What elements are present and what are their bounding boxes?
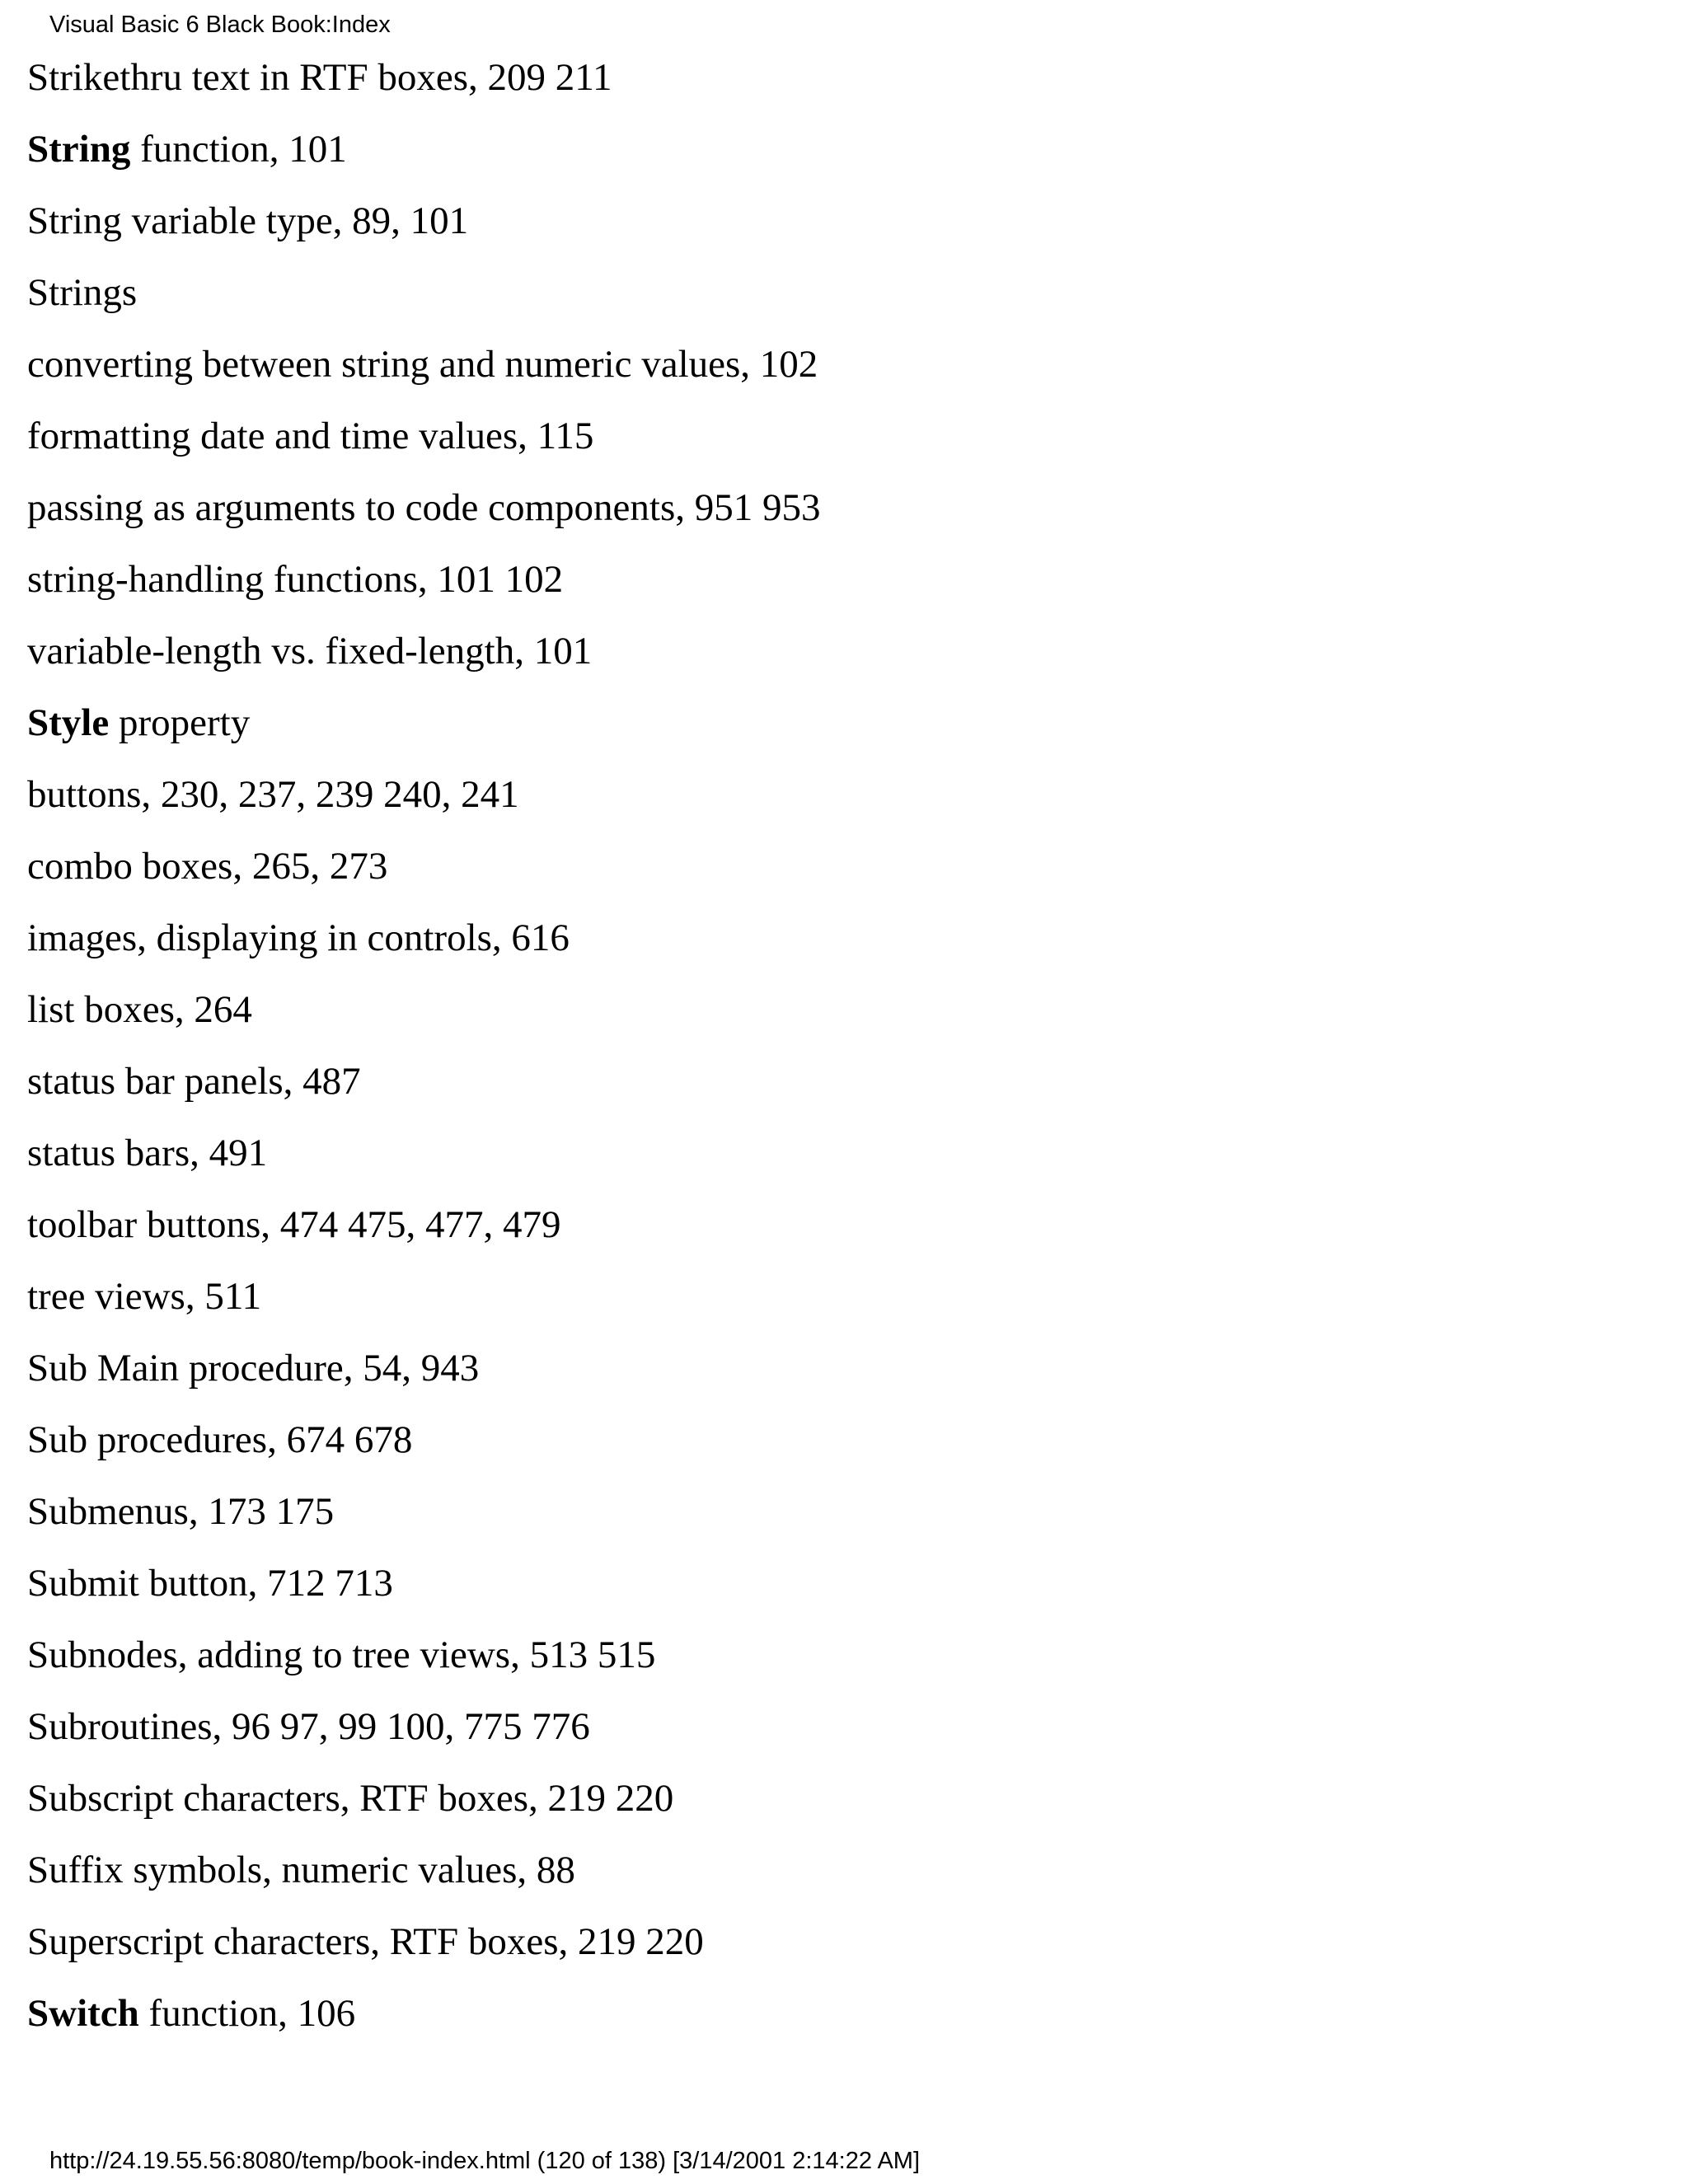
entry-text: toolbar buttons, 474 475, 477, 479: [27, 1203, 561, 1246]
entry-text: status bar panels, 487: [27, 1060, 361, 1103]
index-entry: [27, 1839, 821, 1910]
entry-text: Submenus, 173 175: [27, 1490, 335, 1533]
entry-text: passing as arguments to code components, 951 953: [27, 486, 821, 529]
entry-text: Subnodes, adding to tree views, 513 515: [27, 1633, 656, 1676]
entry-text: Strikethru text in RTF boxes, 209 211: [27, 56, 612, 99]
entry-text: converting between string and numeric values, 102: [27, 343, 818, 386]
entry-keyword: Switch: [27, 1992, 139, 2035]
index-entry: [27, 1265, 821, 1337]
index-entry: [27, 691, 821, 763]
index-entry: [27, 620, 821, 691]
index-entry: [27, 548, 821, 620]
index-entry: [27, 118, 821, 190]
entry-text: Subscript characters, RTF boxes, 219 220: [27, 1777, 674, 1820]
index-entry: [27, 835, 821, 907]
entry-text: status bars, 491: [27, 1132, 268, 1174]
index-entry: [27, 405, 821, 476]
index-entry: [27, 1982, 821, 2054]
entry-text: formatting date and time values, 115: [27, 415, 594, 457]
index-entry: [27, 1695, 821, 1767]
entry-text: variable-length vs. fixed-length, 101: [27, 630, 593, 673]
index-entry: [27, 333, 821, 405]
entry-text: function, 101: [130, 128, 347, 171]
index-entry: [27, 1408, 821, 1480]
index-entry: [27, 1337, 821, 1408]
entry-keyword: String: [27, 128, 131, 171]
index-entry: [27, 1050, 821, 1122]
entry-text: Subroutines, 96 97, 99 100, 775 776: [27, 1705, 590, 1748]
index-entry: [27, 1193, 821, 1265]
entry-text: buttons, 230, 237, 239 240, 241: [27, 773, 519, 816]
index-entry: [27, 763, 821, 835]
entry-text: Strings: [27, 271, 138, 314]
entry-text: function, 106: [138, 1992, 356, 2035]
entry-text: tree views, 511: [27, 1275, 262, 1318]
entry-text: string-handling functions, 101 102: [27, 558, 564, 601]
entry-text: combo boxes, 265, 273: [27, 845, 388, 888]
entry-text: list boxes, 264: [27, 988, 252, 1031]
index-entry: [27, 46, 821, 118]
index-entry-list: [27, 46, 821, 2054]
entry-text: Sub procedures, 674 678: [27, 1418, 413, 1461]
index-entry: [27, 1910, 821, 1982]
entry-text: Submit button, 712 713: [27, 1562, 393, 1605]
index-entry: [27, 1767, 821, 1839]
entry-text: property: [109, 701, 251, 744]
page-header: Visual Basic 6 Black Book:Index: [49, 12, 391, 38]
index-entry: [27, 261, 821, 333]
index-entry: [27, 907, 821, 978]
index-entry: [27, 978, 821, 1050]
index-entry: [27, 1552, 821, 1624]
entry-text: images, displaying in controls, 616: [27, 916, 570, 959]
entry-text: Suffix symbols, numeric values, 88: [27, 1849, 575, 1891]
index-entry: [27, 190, 821, 261]
index-entry: [27, 476, 821, 548]
index-entry: [27, 1122, 821, 1193]
entry-text: String variable type, 89, 101: [27, 199, 469, 242]
index-entry: [27, 1480, 821, 1552]
entry-text: Sub Main procedure, 54, 943: [27, 1347, 480, 1390]
index-entry: [27, 1624, 821, 1695]
entry-text: Superscript characters, RTF boxes, 219 220: [27, 1920, 704, 1963]
page-footer-url: http://24.19.55.56:8080/temp/book-index.html (120 of 138) [3/14/2001 2:14:22 AM]: [49, 2148, 921, 2174]
entry-keyword: Style: [27, 701, 110, 744]
